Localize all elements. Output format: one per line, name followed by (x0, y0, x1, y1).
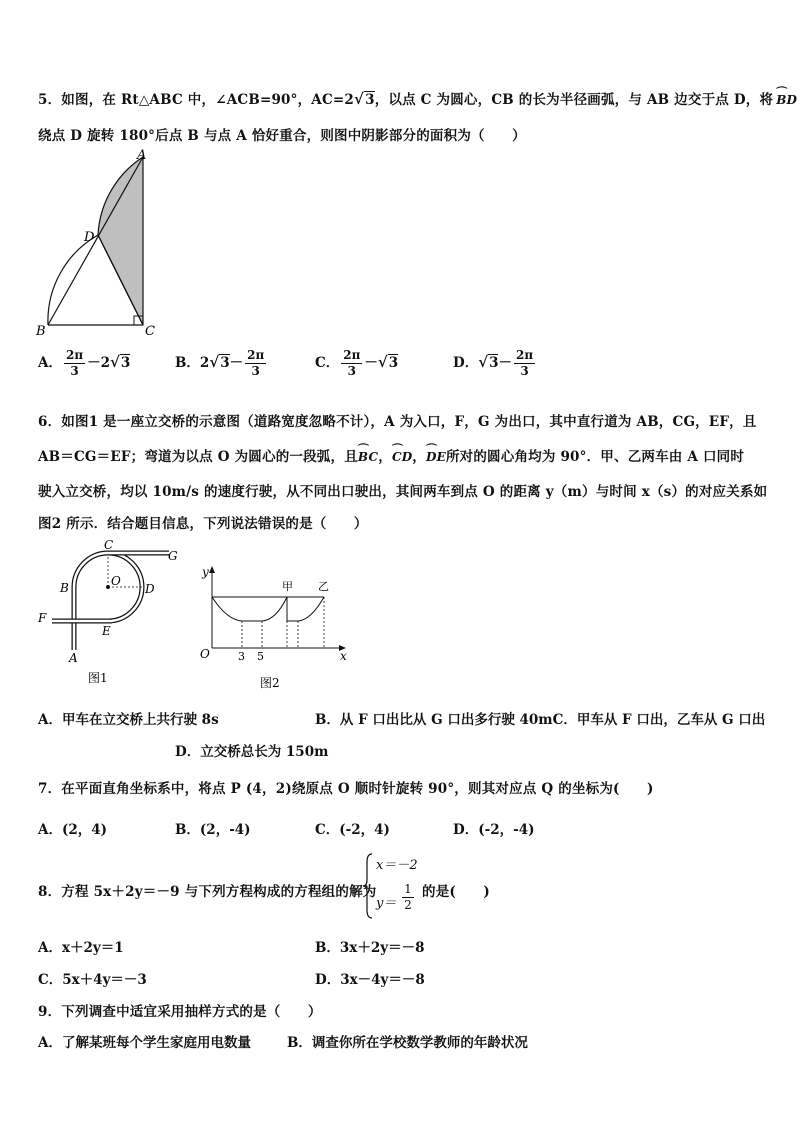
q5-option-b[interactable]: B．2√3－ $\frac{2\pi}{3}$ (175, 348, 265, 378)
arc-cd: ⌒ CD (392, 450, 412, 464)
q5-option-a[interactable]: A． $\frac{2\pi}{3}$ －2√3 (38, 348, 131, 378)
label-d: D (84, 230, 95, 245)
label-b: B (36, 324, 46, 339)
q5-line2: 绕点 D 旋转 180°后点 B 与点 A 恰好重合，则图中阴影部分的面积为（ ） (38, 128, 526, 144)
svg-text:F: F (38, 611, 47, 625)
q6-line4: 图2 所示．结合题目信息，下列说法错误的是（ ） (38, 516, 368, 532)
q5-arc-bd: ⌒ BD (776, 93, 797, 107)
q6-option-d[interactable]: D．立交桥总长为 150m (175, 744, 329, 760)
svg-text:甲: 甲 (282, 580, 293, 593)
q8-sys-y: y＝ (376, 896, 397, 911)
q6-figure1 (32, 538, 192, 693)
svg-text:x: x (340, 649, 347, 663)
q7-option-b[interactable]: B．(2，-4) (175, 822, 251, 838)
svg-text:B: B (60, 581, 69, 595)
q8-option-d[interactable]: D．3x－4y＝－8 (315, 972, 425, 988)
svg-text:乙: 乙 (318, 580, 329, 593)
fig2-caption: 图2 (260, 676, 280, 690)
svg-text:D: D (145, 582, 155, 596)
fig1-caption: 图1 (88, 671, 108, 685)
q5-line1: 5．如图，在 Rt△ABC 中，∠ACB=90°，AC=2√3，以点 C 为圆心，CB 的长为半径画弧，与 AB 边交于点 D，将⌒ BD (38, 88, 797, 108)
label-a: A (137, 148, 147, 163)
q6-line1: 6．如图1 是一座立交桥的示意图（道路宽度忽略不计），A 为入口，F，G 为出口，其中直行道为 AB，CG，EF，且 (38, 414, 757, 430)
q6-figure2 (198, 560, 358, 695)
q6-line3: 驶入立交桥，均以 10m/s 的速度行驶，从不同出口驶出，其间两车到点 O 的距离 y（m）与时间 x（s）的对应关系如 (38, 484, 768, 500)
q5-option-d[interactable]: D．√3－ $\frac{2\pi}{3}$ (453, 348, 534, 378)
q6-option-a[interactable]: A．甲车在立交桥上共行驶 8s (38, 712, 219, 728)
svg-text:E: E (102, 624, 111, 638)
q5-figure (30, 145, 170, 340)
q9-option-a[interactable]: A．了解某班每个学生家庭用电数量 (38, 1035, 251, 1051)
svg-text:3: 3 (238, 650, 245, 663)
q6-option-b[interactable]: B．从 F 口出比从 G 口出多行驶 40mC．甲车从 F 口出，乙车从 G 口出 (315, 712, 766, 728)
q5-option-c[interactable]: C． $\frac{2\pi}{3}$ －√3 (315, 348, 399, 378)
svg-text:y: y (202, 565, 209, 579)
brace-icon (362, 852, 374, 920)
q8-option-c[interactable]: C．5x＋4y＝－3 (38, 972, 147, 988)
svg-text:O: O (111, 574, 121, 588)
q8-option-b[interactable]: B．3x＋2y＝－8 (315, 940, 425, 956)
svg-text:G: G (168, 549, 178, 563)
q8-sys-x: x＝－2 (376, 858, 418, 873)
q8-stem-a: 8．方程 5x＋2y＝－9 与下列方程构成的方程组的解为 (38, 884, 377, 900)
q8-stem-b: 的是( ) (422, 884, 490, 900)
q6-line2: AB＝CG＝EF；弯道为以点 O 为圆心的一段弧，且⌒ BC，⌒ CD，⌒ DE所对的圆心角均为 90°．甲、乙两车由 A 口同时 (38, 445, 744, 465)
q8-system (362, 852, 422, 922)
svg-text:A: A (69, 651, 78, 665)
q8-option-a[interactable]: A．x＋2y＝1 (38, 940, 124, 956)
arc-de: ⌒ DE (426, 450, 446, 464)
q7-option-a[interactable]: A．(2，4) (38, 822, 108, 838)
q9-stem: 9．下列调查中适宜采用抽样方式的是（ ） (38, 1004, 322, 1020)
q7-option-d[interactable]: D．(-2，-4) (453, 822, 535, 838)
svg-text:O: O (200, 647, 210, 661)
label-c: C (145, 324, 155, 339)
q9-option-b[interactable]: B．调查你所在学校数学教师的年龄状况 (287, 1035, 528, 1051)
q7-option-c[interactable]: C．(-2，4) (315, 822, 390, 838)
arc-bc: ⌒ BC (358, 450, 378, 464)
svg-text:C: C (104, 538, 114, 552)
svg-text:5: 5 (257, 650, 264, 663)
q7-stem: 7．在平面直角坐标系中，将点 P (4，2)绕原点 O 顺时针旋转 90°，则其对应点 Q 的坐标为( ) (38, 781, 654, 797)
q8-sys-frac: 1 2 (402, 882, 414, 913)
